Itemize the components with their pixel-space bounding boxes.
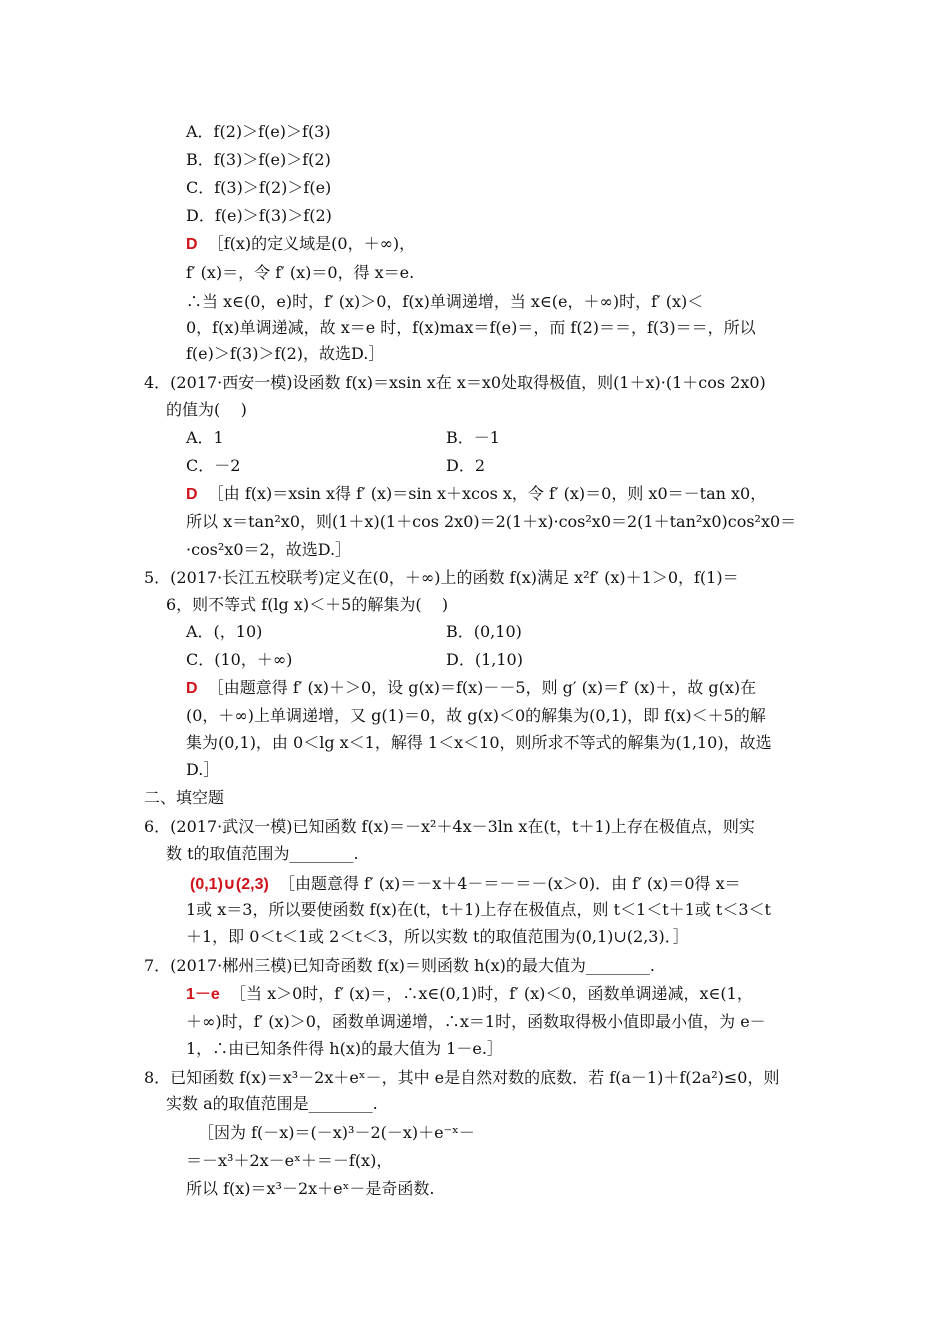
q6-solution-line: ＋1，即 0＜t＜1或 2＜t＜3，所以实数 t的取值范围为(0,1)∪(2,3)．］ [186, 927, 689, 946]
q8-solution-line: ＝－x³＋2x－eˣ＋＝－f(x)， [186, 1151, 393, 1170]
q8-stem: 实数 a的取值范围是________. [166, 1094, 378, 1113]
q5-stem: 6，则不等式 f(lg x)＜＋5的解集为( ) [166, 595, 449, 614]
q5-solution-line: (0，＋∞)上单调递增，又 g(1)＝0，故 g(x)＜0的解集为(0,1)，即 f(x)＜＋5的解 [186, 706, 766, 725]
q4-option-a: A．1 [186, 428, 224, 447]
q8-stem: 8．已知函数 f(x)＝x³－2x＋eˣ－，其中 e是自然对数的底数．若 f(a－1)＋f(2a²)≤0，则 [144, 1068, 780, 1087]
q5-solution-line: 集为(0,1)，由 0＜lg x＜1，解得 1＜x＜10，则所求不等式的解集为(1,10)，故选 [186, 733, 772, 752]
q5-solution-text: ［由题意得 f′ (x)＋＞0，设 g(x)＝f(x)－－5，则 g′ (x)＝f′ (x)＋，故 g(x)在 [207, 678, 757, 697]
q3-solution-line: f(e)＞f(3)＞f(2)，故选D.］ [186, 344, 385, 363]
q5-option-b: B．(0,10) [446, 622, 522, 641]
q3-option-a: A．f(2)＞f(e)＞f(3) [186, 122, 331, 141]
q6-stem: 6．(2017·武汉一模)已知函数 f(x)＝－x²＋4x－3ln x在(t，t＋1)上存在极值点，则实 [144, 817, 755, 836]
q4-solution-line: ·cos²x0＝2，故选D.］ [186, 540, 352, 559]
q4-solution-text: ［由 f(x)＝xsin x得 f′ (x)＝sin x＋xcos x，令 f′ (x)＝0，则 x0＝－tan x0， [207, 484, 767, 503]
q6-answer: (0,1)∪(2,3) [190, 876, 269, 893]
q4-solution-line [186, 482, 766, 507]
q3-solution-text: ［f(x)的定义域是(0，＋∞)， [207, 234, 416, 253]
q5-option-c: C．(10，＋∞) [186, 650, 293, 669]
q6-solution-line: 1或 x＝3，所以要使函数 f(x)在(t，t＋1)上存在极值点，则 t＜1＜t＋1或 t＜3＜t [186, 900, 771, 919]
q3-solution-line: 0，f(x)单调递减，故 x＝e 时，f(x)max＝f(e)＝，而 f(2)＝＝，f(3)＝＝，所以 [186, 318, 756, 337]
q5-solution-line: D.］ [186, 760, 220, 779]
q8-solution-line: 所以 f(x)＝x³－2x＋eˣ－是奇函数. [186, 1179, 435, 1198]
q4-option-c: C．－2 [186, 456, 241, 475]
q4-answer: D [186, 486, 198, 503]
q6-solution-text: ［由题意得 f′ (x)＝－x＋4－＝－＝－(x＞0)．由 f′ (x)＝0得 x＝ [278, 874, 741, 893]
q5-option-d: D．(1,10) [446, 650, 523, 669]
q4-stem: 4．(2017·西安一模)设函数 f(x)＝xsin x在 x＝x0处取得极值，则(1＋x)·(1＋cos 2x0) [144, 373, 766, 392]
q5-solution-line [186, 676, 756, 701]
q3-option-c: C．f(3)＞f(2)＞f(e) [186, 178, 332, 197]
q4-solution-line: 所以 x＝tan²x0，则(1＋x)(1＋cos 2x0)＝2(1＋x)·cos²x0＝2(1＋tan²x0)cos²x0＝ [186, 512, 797, 531]
q4-stem: 的值为( ) [166, 400, 247, 419]
q6-stem: 数 t的取值范围为________. [166, 844, 359, 863]
q5-answer: D [186, 680, 198, 697]
q7-solution-line: 1，∴由已知条件得 h(x)的最大值为 1－e.］ [186, 1039, 503, 1058]
q3-option-d: D．f(e)＞f(3)＞f(2) [186, 206, 332, 225]
q3-solution-line [186, 232, 415, 257]
q3-solution-line: f′ (x)＝，令 f′ (x)＝0，得 x＝e. [186, 263, 415, 282]
q5-option-a: A．(，10) [186, 622, 263, 641]
q3-option-b: B．f(3)＞f(e)＞f(2) [186, 150, 331, 169]
q7-stem: 7．(2017·郴州三模)已知奇函数 f(x)＝则函数 h(x)的最大值为________. [144, 956, 655, 975]
q4-option-b: B．－1 [446, 428, 500, 447]
q4-option-d: D．2 [446, 456, 486, 475]
q7-solution-text: ［当 x＞0时，f′ (x)＝，∴x∈(0,1)时，f′ (x)＜0，函数单调递减，x∈(1， [229, 984, 753, 1003]
q3-solution-line: ∴当 x∈(0，e)时，f′ (x)＞0，f(x)单调递增，当 x∈(e，＋∞)时，f′ (x)＜ [186, 292, 704, 311]
q7-answer: 1－e [186, 986, 220, 1003]
q5-stem: 5．(2017·长江五校联考)定义在(0，＋∞)上的函数 f(x)满足 x²f′ (x)＋1＞0，f(1)＝ [144, 568, 739, 587]
q8-solution-line: ［因为 f(－x)＝(－x)³－2(－x)＋e⁻ˣ－ [198, 1123, 475, 1142]
q3-answer: D [186, 236, 198, 253]
q7-solution-line: ＋∞)时，f′ (x)＞0，函数单调递增，∴x＝1时，函数取得极小值即最小值，为 e－ [186, 1012, 766, 1031]
q6-solution-line [190, 872, 741, 897]
q7-solution-line [186, 982, 753, 1007]
section-heading: 二、填空题 [144, 788, 225, 807]
